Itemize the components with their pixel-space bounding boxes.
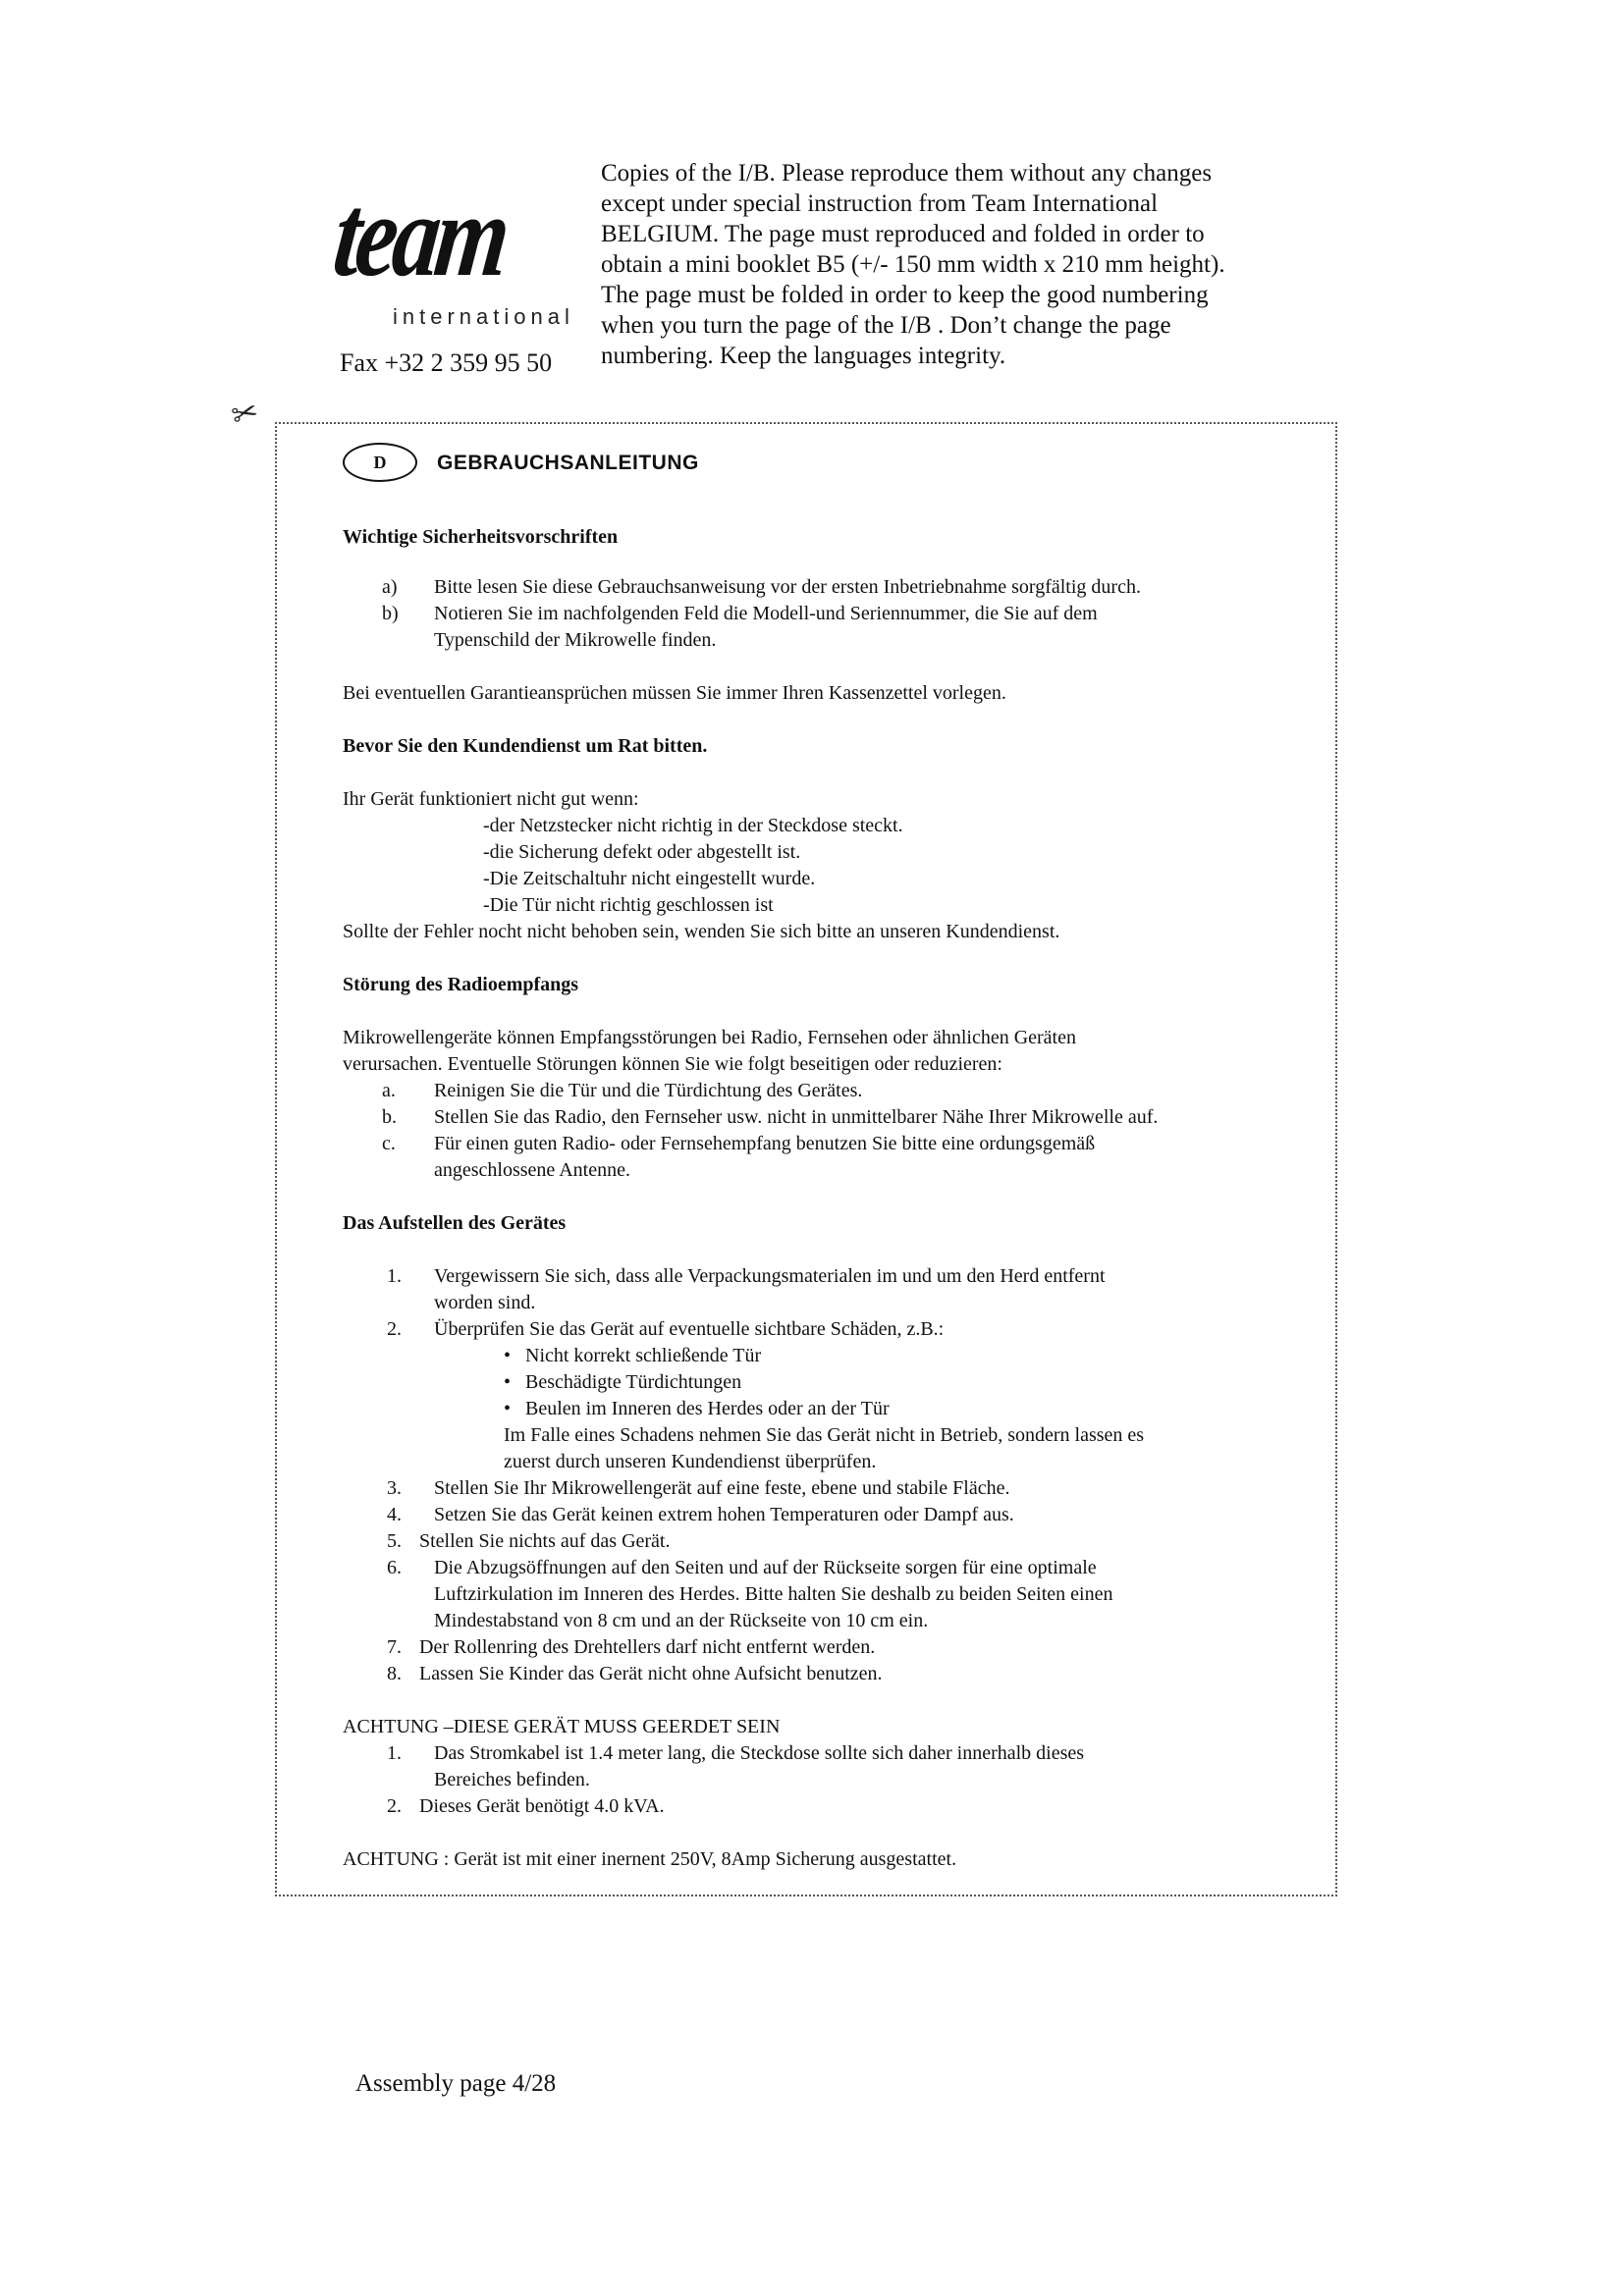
list-marker: 5. bbox=[387, 1530, 402, 1552]
list-text: worden sind. bbox=[434, 1292, 536, 1313]
grounding-heading: ACHTUNG –DIESE GERÄT MUSS GEERDET SEIN bbox=[343, 1716, 781, 1737]
damage-bullet-list bbox=[343, 1343, 1325, 1422]
list-item bbox=[343, 601, 1325, 654]
list-item bbox=[343, 1131, 1325, 1184]
list-item bbox=[343, 1316, 1325, 1343]
list-text: Stellen Sie Ihr Mikrowellengerät auf eine feste, ebene und stabile Fläche. bbox=[434, 1477, 1010, 1499]
section-heading-setup: Das Aufstellen des Gerätes bbox=[343, 1212, 567, 1234]
list-marker: 8. bbox=[387, 1663, 402, 1684]
list-item bbox=[343, 1104, 1325, 1131]
list-marker: 6. bbox=[387, 1557, 402, 1578]
list-text: Vergewissern Sie sich, dass alle Verpackungsmaterialen im und um den Herd entfernt bbox=[434, 1265, 1106, 1287]
list-text: Notieren Sie im nachfolgenden Feld die Modell-und Seriennummer, die Sie auf dem bbox=[434, 603, 1098, 624]
fax-number: Fax +32 2 359 95 50 bbox=[340, 348, 553, 377]
note-line: Im Falle eines Schadens nehmen Sie das Gerät nicht in Betrieb, sondern lassen es bbox=[504, 1424, 1145, 1446]
bullet-item: • Beschädigte Türdichtungen bbox=[500, 1369, 1325, 1396]
list-item bbox=[343, 574, 1325, 601]
list-text: Dieses Gerät benötigt 4.0 kVA. bbox=[419, 1795, 665, 1817]
grounding-list-item-2 bbox=[343, 1793, 1325, 1820]
fault-list bbox=[343, 813, 1325, 919]
list-marker: a. bbox=[382, 1080, 396, 1101]
list-text: Reinigen Sie die Tür und die Türdichtung des Gerätes. bbox=[434, 1080, 863, 1101]
intro-line: The page must be folded in order to keep the good numbering bbox=[601, 282, 1209, 308]
setup-list-items-7-8 bbox=[343, 1634, 1325, 1687]
list-marker: 2. bbox=[387, 1318, 402, 1340]
list-marker: 2. bbox=[387, 1795, 402, 1817]
intro-line: Copies of the I/B. Please reproduce them without any changes bbox=[601, 160, 1213, 187]
intro-line: BELGIUM. The page must reproduced and folded in order to bbox=[601, 221, 1205, 247]
bullet-item: • Nicht korrekt schließende Tür bbox=[500, 1343, 1325, 1369]
list-text: Die Abzugsöffnungen auf den Seiten und auf der Rückseite sorgen für eine optimale bbox=[434, 1557, 1097, 1578]
fuse-note: ACHTUNG : Gerät ist mit einer inernent 250V, 8Amp Sicherung ausgestattet. bbox=[343, 1848, 957, 1870]
section-heading-radio: Störung des Radioempfangs bbox=[343, 974, 579, 995]
setup-list-item-6 bbox=[343, 1555, 1325, 1634]
warranty-note: Bei eventuellen Garantieansprüchen müssen Sie immer Ihren Kassenzettel vorlegen. bbox=[343, 682, 1006, 704]
fault-line: -Die Tür nicht richtig geschlossen ist bbox=[483, 894, 774, 916]
intro-line: except under special instruction from Team International bbox=[601, 190, 1159, 217]
fault-line: -die Sicherung defekt oder abgestellt ist. bbox=[483, 841, 801, 863]
radio-intro: Mikrowellengeräte können Empfangsstörungen bei Radio, Fernsehen oder ähnlichen Geräten bbox=[343, 1027, 1076, 1048]
intro-line: when you turn the page of the I/B . Don’t change the page bbox=[601, 312, 1171, 339]
damage-note bbox=[343, 1422, 1325, 1475]
list-text: Für einen guten Radio- oder Fernsehempfang benutzen Sie bitte eine ordungsgemäß bbox=[434, 1133, 1096, 1154]
list-item bbox=[343, 1740, 1325, 1793]
bullet-item: • Beulen im Inneren des Herdes oder an der Tür bbox=[500, 1396, 1325, 1422]
setup-list-item-5 bbox=[343, 1528, 1325, 1555]
list-item bbox=[343, 1661, 1325, 1687]
list-marker: 1. bbox=[387, 1742, 402, 1764]
list-text: Stellen Sie nichts auf das Gerät. bbox=[419, 1530, 671, 1552]
note-line: zuerst durch unseren Kundendienst überprüfen. bbox=[504, 1451, 877, 1472]
list-item bbox=[343, 1555, 1325, 1634]
service-intro: Ihr Gerät funktioniert nicht gut wenn: bbox=[343, 788, 639, 810]
safety-list bbox=[343, 574, 1325, 654]
list-item bbox=[343, 1528, 1325, 1555]
list-text: Lassen Sie Kinder das Gerät nicht ohne Aufsicht benutzen. bbox=[419, 1663, 883, 1684]
list-text: Das Stromkabel ist 1.4 meter lang, die Steckdose sollte sich daher innerhalb dieses bbox=[434, 1742, 1085, 1764]
list-item bbox=[343, 1263, 1325, 1316]
radio-intro: verursachen. Eventuelle Störungen können Sie wie folgt beseitigen oder reduzieren: bbox=[343, 1053, 1002, 1075]
manual-title: GEBRAUCHSANLEITUNG bbox=[437, 451, 699, 474]
list-text: Luftzirkulation im Inneren des Herdes. Bitte halten Sie deshalb zu beiden Seiten einen bbox=[434, 1583, 1113, 1605]
manual-header bbox=[343, 440, 1325, 485]
section-heading-service: Bevor Sie den Kundendienst um Rat bitten. bbox=[343, 735, 708, 757]
service-after: Sollte der Fehler nocht nicht behoben sein, wenden Sie sich bitte an unseren Kundendienst. bbox=[343, 921, 1060, 942]
list-text: Bitte lesen Sie diese Gebrauchsanweisung vor der ersten Inbetriebnahme sorgfältig durch. bbox=[434, 576, 1141, 598]
fault-line: -Die Zeitschaltuhr nicht eingestellt wurde. bbox=[483, 868, 816, 889]
logo-wordmark: team bbox=[327, 170, 513, 300]
list-text: Überprüfen Sie das Gerät auf eventuelle sichtbare Schäden, z.B.: bbox=[434, 1318, 945, 1340]
intro-line: numbering. Keep the languages integrity. bbox=[601, 343, 1006, 369]
list-text: Der Rollenring des Drehtellers darf nicht entfernt werden. bbox=[419, 1636, 876, 1658]
language-badge: D bbox=[343, 443, 417, 482]
radio-list bbox=[343, 1078, 1325, 1184]
list-marker: c. bbox=[382, 1133, 396, 1154]
section-heading-safety: Wichtige Sicherheitsvorschriften bbox=[343, 526, 619, 548]
list-text: Bereiches befinden. bbox=[434, 1769, 590, 1790]
list-marker: 3. bbox=[387, 1477, 402, 1499]
grounding-list bbox=[343, 1740, 1325, 1793]
manual-content bbox=[343, 440, 1325, 1873]
list-item bbox=[343, 1793, 1325, 1820]
list-text: Mindestabstand von 8 cm und an der Rückseite von 10 cm ein. bbox=[434, 1610, 929, 1631]
intro-line: obtain a mini booklet B5 (+/- 150 mm width x 210 mm height). bbox=[601, 251, 1225, 278]
team-international-logo bbox=[327, 157, 574, 344]
list-item bbox=[343, 1475, 1325, 1502]
list-text: angeschlossene Antenne. bbox=[434, 1159, 630, 1181]
list-item bbox=[343, 1078, 1325, 1104]
list-item bbox=[343, 1502, 1325, 1528]
setup-list bbox=[343, 1263, 1325, 1343]
scissors-icon: ✂ bbox=[227, 393, 263, 434]
list-item bbox=[343, 1634, 1325, 1661]
setup-list-continued bbox=[343, 1475, 1325, 1528]
list-marker: 1. bbox=[387, 1265, 402, 1287]
list-marker: 7. bbox=[387, 1636, 402, 1658]
list-marker: 4. bbox=[387, 1504, 402, 1525]
page-footer: Assembly page 4/28 bbox=[355, 2070, 557, 2097]
list-marker: b) bbox=[382, 603, 399, 624]
reproduction-instructions bbox=[601, 158, 1288, 371]
fault-line: -der Netzstecker nicht richtig in der Steckdose steckt. bbox=[483, 815, 903, 836]
list-text: Typenschild der Mikrowelle finden. bbox=[434, 629, 717, 651]
list-marker: b. bbox=[382, 1106, 397, 1128]
logo-subtitle: international bbox=[393, 304, 574, 329]
list-text: Setzen Sie das Gerät keinen extrem hohen Temperaturen oder Dampf aus. bbox=[434, 1504, 1014, 1525]
list-text: Stellen Sie das Radio, den Fernseher usw. nicht in unmittelbarer Nähe Ihrer Mikrowelle auf. bbox=[434, 1106, 1159, 1128]
list-marker: a) bbox=[382, 576, 398, 598]
